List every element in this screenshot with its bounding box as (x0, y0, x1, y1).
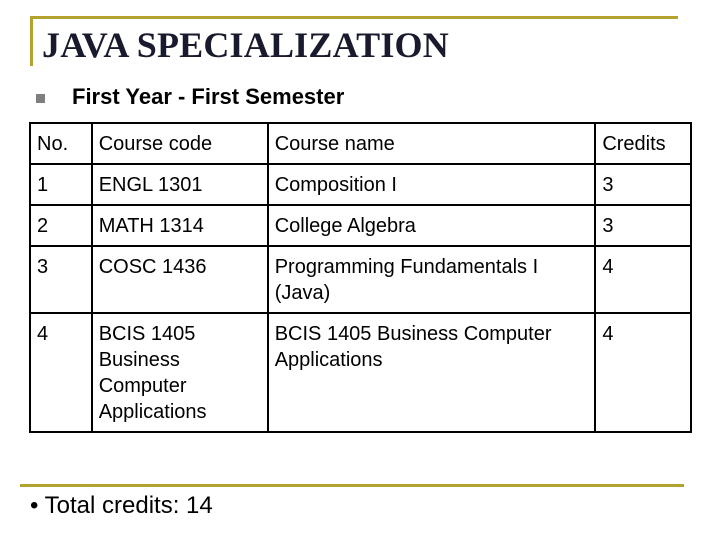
title-frame-top-rule (30, 16, 678, 19)
cell-course-code: BCIS 1405 Business Computer Applications (92, 313, 268, 432)
cell-course-name: Composition I (268, 164, 596, 205)
cell-no: 2 (30, 205, 92, 246)
cell-no: 1 (30, 164, 92, 205)
cell-course-code: ENGL 1301 (92, 164, 268, 205)
cell-credits: 3 (595, 205, 691, 246)
cell-credits: 3 (595, 164, 691, 205)
total-credits: • Total credits: 14 (30, 492, 213, 519)
header-credits: Credits (595, 123, 691, 164)
cell-no: 4 (30, 313, 92, 432)
header-course-code: Course code (92, 123, 268, 164)
table-row (30, 313, 691, 432)
cell-course-name: Programming Fundamentals I (Java) (268, 246, 596, 313)
table-header-row (30, 123, 691, 164)
cell-credits: 4 (595, 313, 691, 432)
table-row (30, 246, 691, 313)
cell-course-name: College Algebra (268, 205, 596, 246)
footer-rule (20, 484, 684, 487)
cell-credits: 4 (595, 246, 691, 313)
cell-course-code: MATH 1314 (92, 205, 268, 246)
table-row (30, 205, 691, 246)
semester-subtitle: First Year - First Semester (72, 84, 345, 109)
course-table (29, 122, 692, 433)
cell-no: 3 (30, 246, 92, 313)
header-course-name: Course name (268, 123, 596, 164)
subtitle-row (36, 84, 344, 110)
cell-course-name: BCIS 1405 Business Computer Applications (268, 313, 596, 432)
table-row (30, 164, 691, 205)
cell-course-code: COSC 1436 (92, 246, 268, 313)
title-frame-left-rule (30, 16, 33, 66)
header-no: No. (30, 123, 92, 164)
square-bullet-icon (36, 94, 45, 103)
page-title: JAVA SPECIALIZATION (42, 25, 449, 65)
